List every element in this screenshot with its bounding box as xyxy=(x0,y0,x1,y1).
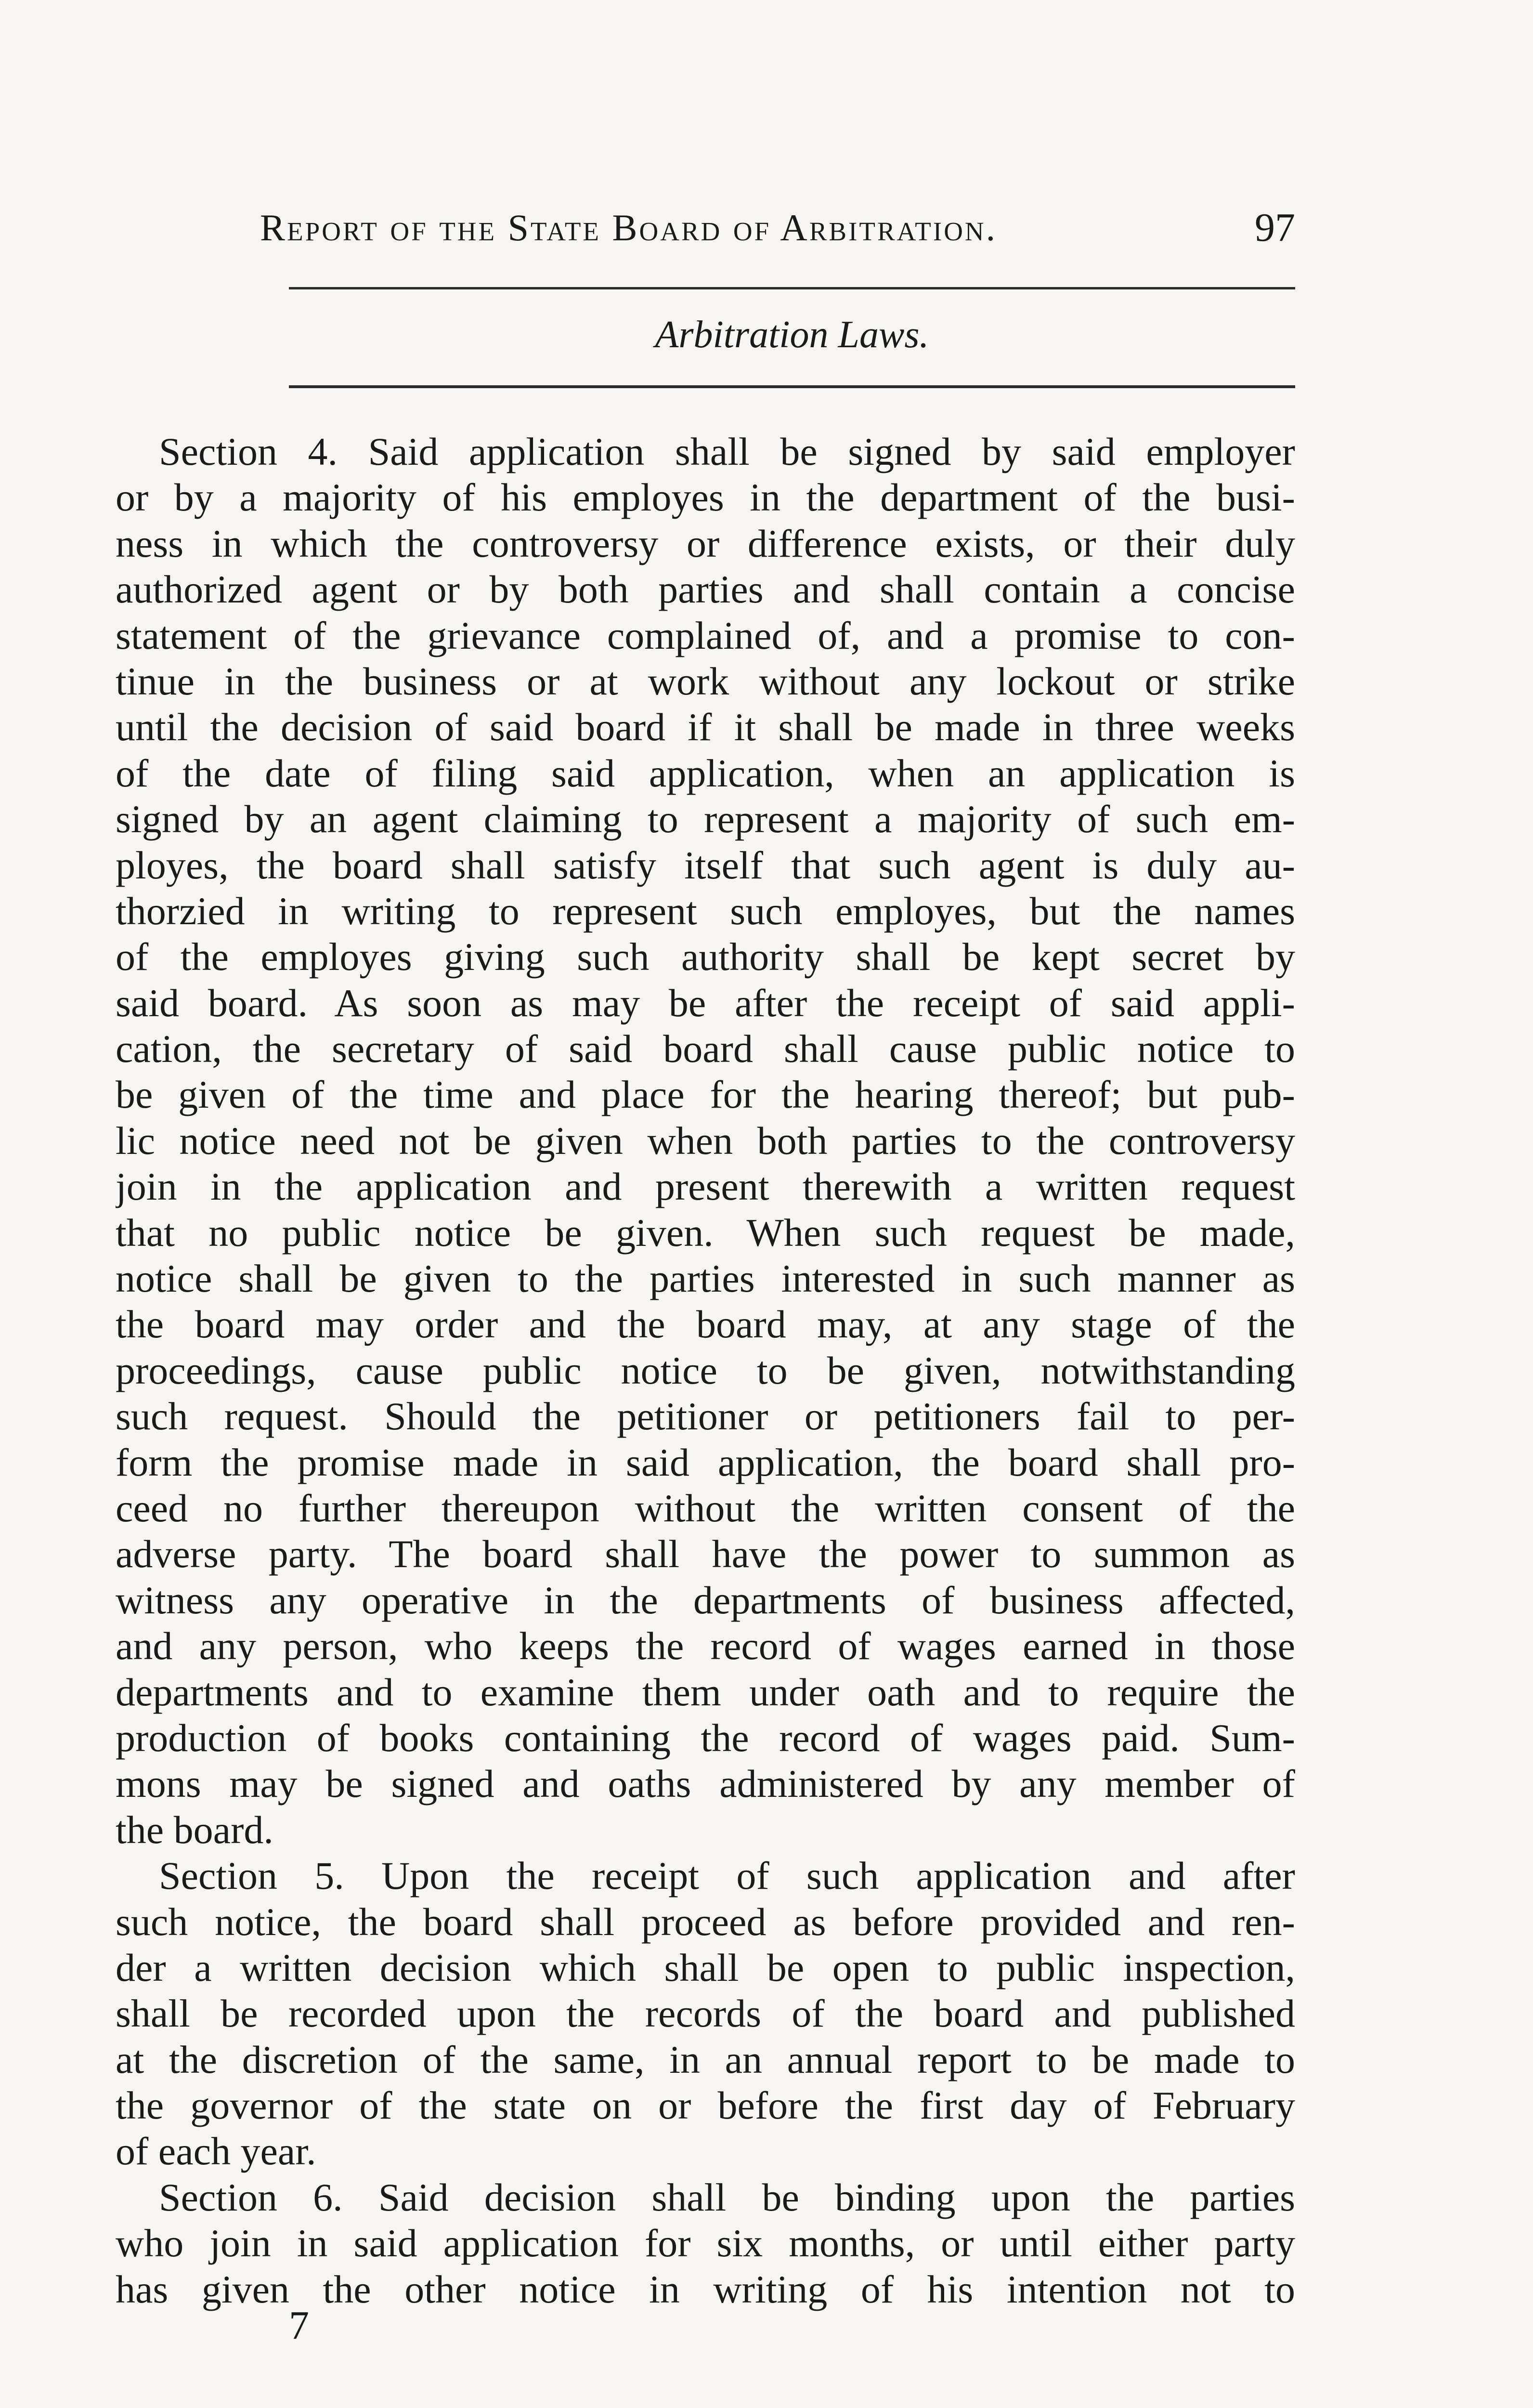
text-line: the board may order and the board may, at any stage of the xyxy=(116,1302,1295,1347)
running-head xyxy=(260,193,1295,260)
text-line: and any person, who keeps the record of wages earned in those xyxy=(116,1624,1295,1668)
text-line: Section 6. Said decision shall be binding upon the parties xyxy=(159,2175,1295,2219)
running-title: Report of the State Board of Arbitration. xyxy=(260,207,998,249)
body-text xyxy=(116,429,1295,2312)
text-line: signed by an agent claiming to represent a majority of such em- xyxy=(116,797,1295,841)
text-line: notice shall be given to the parties interested in such manner as xyxy=(116,1256,1295,1301)
text-line: such notice, the board shall proceed as before provided and ren- xyxy=(116,1899,1295,1944)
text-line: until the decision of said board if it shall be made in three weeks xyxy=(116,705,1295,749)
signature-mark: 7 xyxy=(289,2303,309,2348)
text-line: thorzied in writing to represent such employes, but the names xyxy=(116,889,1295,933)
text-line: such request. Should the petitioner or petitioners fail to per- xyxy=(116,1394,1295,1439)
text-line: departments and to examine them under oath and to require the xyxy=(116,1670,1295,1714)
text-line: der a written decision which shall be open to public inspection, xyxy=(116,1945,1295,1989)
text-line: mons may be signed and oaths administered by any member of xyxy=(116,1762,1295,1806)
text-line: the governor of the state on or before the first day of February xyxy=(116,2083,1295,2128)
text-line: shall be recorded upon the records of the board and published xyxy=(116,1991,1295,2036)
page-number: 97 xyxy=(1255,205,1295,250)
section-subheading: Arbitration Laws. xyxy=(655,314,929,356)
text-line: Section 4. Said application shall be signed by said employer xyxy=(159,430,1295,473)
text-line: be given of the time and place for the hearing thereof; but pub- xyxy=(116,1073,1295,1117)
text-line: tinue in the business or at work without any lockout or strike xyxy=(116,659,1295,703)
header-rule-bottom xyxy=(289,385,1295,388)
text-line: ness in which the controversy or difference exists, or their duly xyxy=(116,521,1295,565)
text-line: statement of the grievance complained of, and a promise to con- xyxy=(116,613,1295,657)
text-line: ceed no further thereupon without the written consent of the xyxy=(116,1486,1295,1530)
text-line: witness any operative in the departments of business affected, xyxy=(116,1578,1295,1622)
text-line: cation, the secretary of said board shall cause public notice to xyxy=(116,1027,1295,1071)
book-page xyxy=(116,193,1295,2408)
text-line: Section 5. Upon the receipt of such application and after xyxy=(159,1854,1295,1898)
text-line: said board. As soon as may be after the receipt of said appli- xyxy=(116,981,1295,1025)
text-line: lic notice need not be given when both parties to the controversy xyxy=(116,1118,1295,1163)
text-line: of the employes giving such authority shall be kept secret by xyxy=(116,935,1295,979)
text-line: of each year. xyxy=(116,2129,316,2173)
text-line: or by a majority of his employes in the department of the busi- xyxy=(116,475,1295,520)
text-line: proceedings, cause public notice to be given, notwithstanding xyxy=(116,1348,1295,1392)
text-line: form the promise made in said application, the board shall pro- xyxy=(116,1440,1295,1484)
text-line: of the date of filing said application, when an application is xyxy=(116,751,1295,795)
header-rule-top xyxy=(289,287,1295,289)
text-line: who join in said application for six months, or until either party xyxy=(116,2221,1295,2265)
text-line: that no public notice be given. When such request be made, xyxy=(116,1210,1295,1255)
text-line: authorized agent or by both parties and shall contain a concise xyxy=(116,567,1295,612)
text-line: adverse party. The board shall have the power to summon as xyxy=(116,1532,1295,1576)
text-line: has given the other notice in writing of his intention not to xyxy=(116,2267,1295,2311)
text-line: at the discretion of the same, in an annual report to be made to xyxy=(116,2037,1295,2081)
text-line: ployes, the board shall satisfy itself that such agent is duly au- xyxy=(116,843,1295,887)
text-line: the board. xyxy=(116,1807,273,1852)
text-line: production of books containing the record of wages paid. Sum- xyxy=(116,1715,1295,1760)
text-line: join in the application and present therewith a written request xyxy=(116,1165,1295,1209)
